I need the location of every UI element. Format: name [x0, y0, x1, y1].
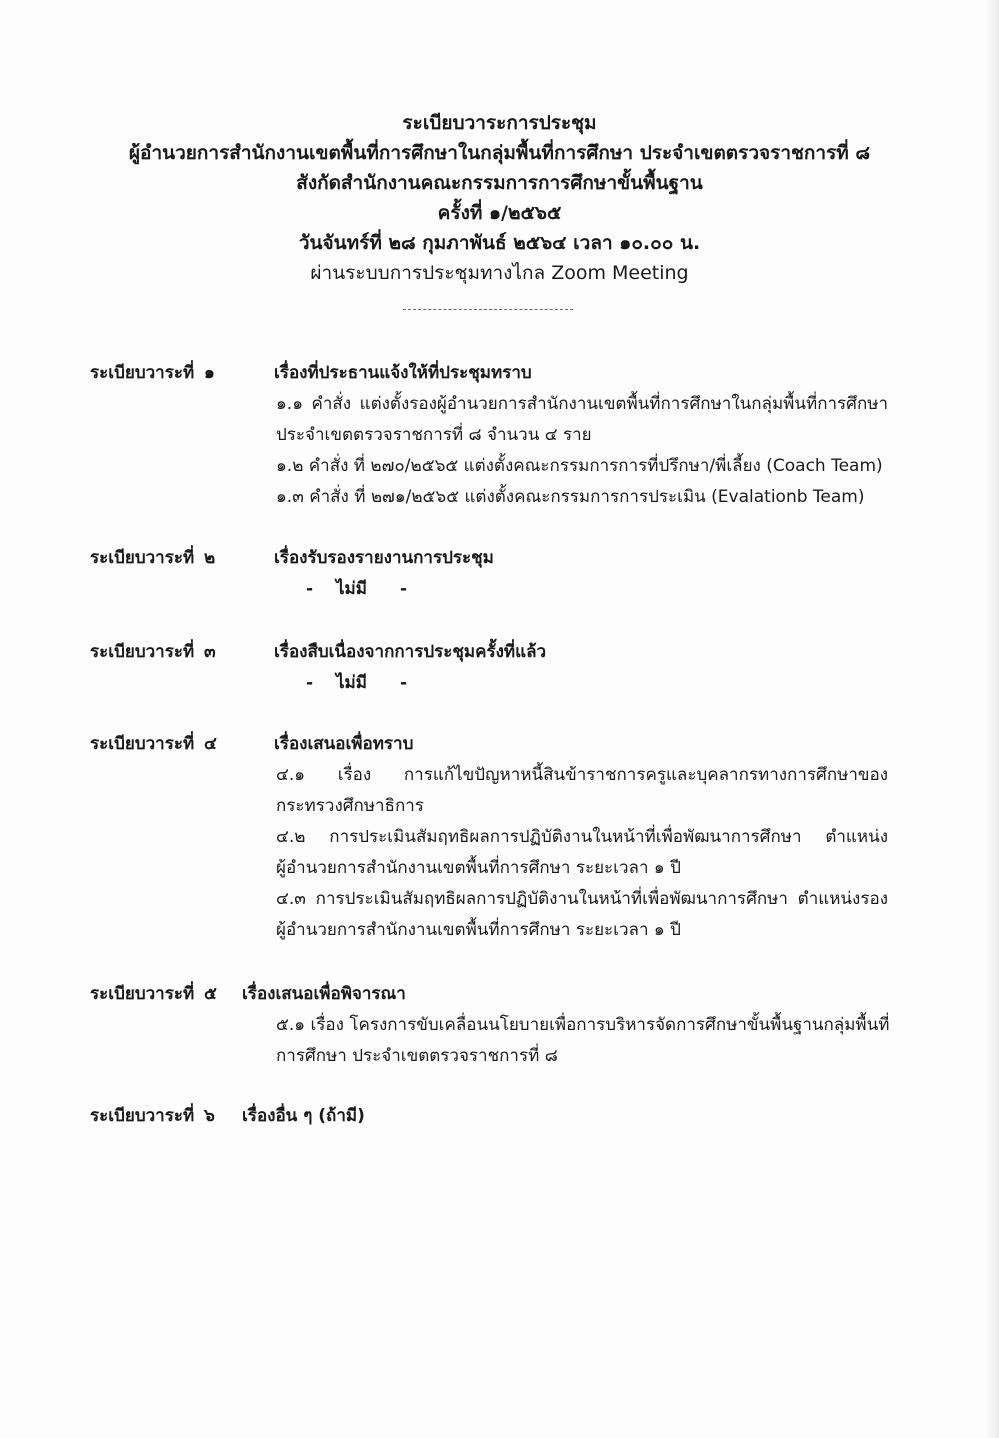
agenda-label: ระเบียบวาระที่ — [90, 1106, 195, 1126]
none-dash: - — [306, 579, 314, 599]
agenda-item-1 — [90, 358, 910, 513]
header-line-2: ผู้อำนวยการสำนักงานเขตพื้นที่การศึกษาในกลุ่มพื้นที่การศึกษา ประจำเขตตรวจราชการที่ ๘ — [128, 142, 871, 164]
subitem-line: ๔.๒ การประเมินสัมฤทธิผลการปฏิบัติงานในหน้าที่เพื่อพัฒนาการศึกษา ตำแหน่ง — [276, 827, 888, 847]
agenda-label: ระเบียบวาระที่ — [90, 548, 195, 568]
subitem-line: ๑.๓ คำสั่ง ที่ ๒๗๑/๒๕๖๕ แต่งตั้งคณะกรรมการการประเมิน (Evalationb Team) — [276, 487, 865, 507]
agenda-heading — [90, 979, 910, 1010]
subitem-line: ๕.๑ เรื่อง โครงการขับเคลื่อนนโยบายเพื่อการบริหารจัดการศึกษาขั้นพื้นฐานกลุ่มพื้นที่ — [276, 1015, 890, 1035]
page-edge-shadow — [985, 0, 999, 1438]
subitem-line: กระทรวงศึกษาธิการ — [276, 796, 424, 816]
agenda-title: เรื่องรับรองรายงานการประชุม — [274, 548, 494, 568]
agenda-label: ระเบียบวาระที่ — [90, 363, 195, 383]
agenda-label: ระเบียบวาระที่ — [90, 642, 195, 662]
agenda-item-5 — [90, 979, 910, 1072]
agenda-subitems — [276, 1010, 888, 1072]
none-word: ไม่มี — [336, 579, 367, 599]
meeting-date: วันจันทร์ที่ ๒๘ กุมภาพันธ์ ๒๕๖๔ เวลา ๑๐.๐๐ น. — [298, 232, 701, 254]
agenda-heading — [90, 543, 910, 574]
subitem-line: ๔.๑ เรื่อง การแก้ไขปัญหาหนี้สินข้าราชการครูและบุคลากรทางการศึกษาของ — [276, 765, 888, 785]
none-note — [306, 668, 910, 699]
header-separator — [403, 309, 573, 310]
meeting-number: ครั้งที่ ๑/๒๕๖๕ — [437, 202, 562, 224]
agenda-item-6 — [90, 1101, 910, 1132]
agenda-subitems — [276, 389, 888, 513]
agenda-number: ๔ — [204, 734, 217, 754]
none-dash: - — [306, 673, 314, 693]
agenda-title: เรื่องอื่น ๆ (ถ้ามี) — [242, 1106, 365, 1126]
meeting-channel: ผ่านระบบการประชุมทางไกล Zoom Meeting — [310, 262, 689, 284]
none-word: ไม่มี — [336, 673, 367, 693]
agenda-title: เรื่องสืบเนื่องจากการประชุมครั้งที่แล้ว — [274, 642, 547, 662]
none-note — [306, 574, 910, 605]
meeting-header — [0, 108, 999, 288]
agenda-heading — [90, 637, 910, 668]
subitem-line: ประจำเขตตรวจราชการที่ ๘ จำนวน ๔ ราย — [276, 425, 592, 445]
agenda-label: ระเบียบวาระที่ — [90, 984, 195, 1004]
agenda-title: เรื่องที่ประธานแจ้งให้ที่ประชุมทราบ — [274, 363, 532, 383]
agenda-label: ระเบียบวาระที่ — [90, 734, 195, 754]
subitem-line: ๑.๑ คำสั่ง แต่งตั้งรองผู้อำนวยการสำนักงานเขตพื้นที่การศึกษาในกลุ่มพื้นที่การศึกษา — [276, 394, 888, 414]
agenda-item-2 — [90, 543, 910, 605]
subitem-line: ผู้อำนวยการสำนักงานเขตพื้นที่การศึกษา ระยะเวลา ๑ ปี — [276, 858, 681, 878]
subitem-line: ๑.๒ คำสั่ง ที่ ๒๗๐/๒๕๖๕ แต่งตั้งคณะกรรมการการที่ปรึกษา/พี่เลี้ยง (Coach Team) — [276, 456, 883, 476]
agenda-heading — [90, 358, 910, 389]
agenda-item-4 — [90, 729, 910, 946]
none-dash: - — [400, 579, 408, 599]
agenda-number: ๕ — [204, 984, 217, 1004]
subitem-line: ผู้อำนวยการสำนักงานเขตพื้นที่การศึกษา ระยะเวลา ๑ ปี — [276, 920, 681, 940]
document-title: ระเบียบวาระการประชุม — [402, 112, 597, 134]
agenda-heading — [90, 729, 910, 760]
agenda-number: ๖ — [204, 1106, 215, 1126]
subitem-line: การศึกษา ประจำเขตตรวจราชการที่ ๘ — [276, 1046, 558, 1066]
none-dash: - — [400, 673, 408, 693]
agenda-number: ๒ — [204, 548, 216, 568]
agenda-number: ๑ — [204, 363, 215, 383]
agenda-title: เรื่องเสนอเพื่อพิจารณา — [242, 984, 406, 1004]
agenda-number: ๓ — [204, 642, 216, 662]
header-line-3: สังกัดสำนักงานคณะกรรมการการศึกษาขั้นพื้นฐาน — [296, 172, 703, 194]
agenda-title: เรื่องเสนอเพื่อทราบ — [274, 734, 414, 754]
agenda-subitems — [276, 760, 888, 946]
subitem-line: ๔.๓ การประเมินสัมฤทธิผลการปฏิบัติงานในหน้าที่เพื่อพัฒนาการศึกษา ตำแหน่งรอง — [276, 889, 888, 909]
agenda-item-3 — [90, 637, 910, 699]
agenda-heading — [90, 1101, 910, 1132]
